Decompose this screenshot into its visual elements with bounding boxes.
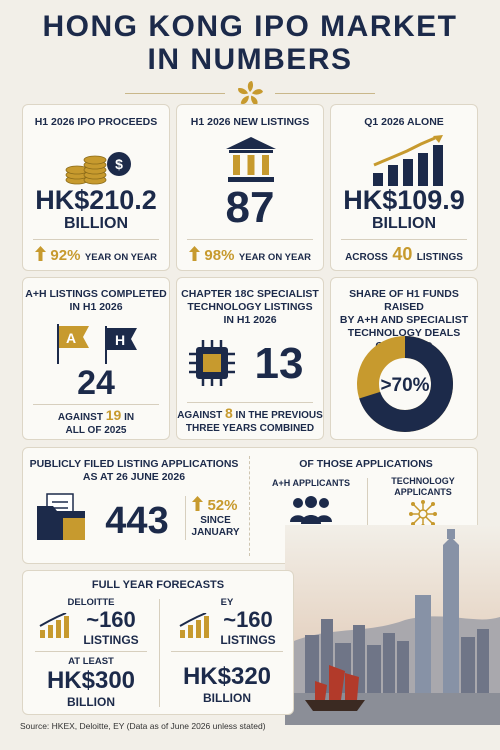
card3-across-num: 40 bbox=[392, 244, 413, 264]
source-note: Source: HKEX, Deloitte, EY (Data as of June 2026 unless stated) bbox=[20, 721, 266, 731]
card3-caption: Q1 2026 ALONE bbox=[364, 116, 444, 128]
card7-change-l2: JANUARY bbox=[191, 527, 240, 538]
card5-note-l2: THREE YEARS COMBINED bbox=[185, 423, 315, 434]
card4-caption-l2: IN H1 2026 bbox=[69, 301, 123, 313]
card4-value: 24 bbox=[77, 364, 115, 402]
card7-tech-label-l1: TECHNOLOGY bbox=[391, 476, 455, 486]
ey-listings-value: ~160 bbox=[223, 607, 273, 632]
card3-across bbox=[331, 244, 477, 265]
card7-caption-l2: AS AT 26 JUNE 2026 bbox=[82, 471, 186, 483]
flag-a-label: A bbox=[65, 330, 77, 346]
card1-change bbox=[23, 246, 169, 265]
card5-caption-l3: IN H1 2026 bbox=[223, 314, 277, 326]
ey-value: HK$320 bbox=[182, 663, 272, 690]
svg-text:$: $ bbox=[115, 156, 123, 172]
card7-change-l1: SINCE bbox=[200, 515, 231, 526]
bank-building-icon bbox=[226, 137, 276, 183]
card7-change-value: 52% bbox=[207, 497, 238, 514]
card6-caption-l2: BY A+H AND SPECIALIST bbox=[339, 314, 469, 326]
up-arrow-icon bbox=[35, 246, 46, 261]
card5-caption-l1: CHAPTER 18C SPECIALIST bbox=[181, 288, 319, 300]
card7-value: 443 bbox=[105, 500, 169, 542]
card2-change bbox=[177, 246, 323, 265]
card6-caption-l1: SHARE OF H1 FUNDS RAISED bbox=[349, 288, 459, 313]
up-arrow-icon bbox=[192, 496, 203, 511]
card4-divider bbox=[33, 404, 159, 405]
card7-ah-label: A+H APPLICANTS bbox=[272, 478, 350, 488]
deloitte-listings-label: LISTINGS bbox=[83, 633, 139, 647]
card5-note-post: IN THE PREVIOUS bbox=[235, 410, 323, 421]
card4-caption-l1: A+H LISTINGS COMPLETED bbox=[25, 288, 167, 300]
microchip-icon bbox=[187, 338, 237, 388]
card4-note-num: 19 bbox=[105, 407, 122, 423]
network-nodes-icon bbox=[408, 500, 438, 528]
card-funds-share bbox=[330, 277, 478, 440]
card1-caption: H1 2026 IPO PROCEEDS bbox=[34, 116, 158, 128]
title-line-2: IN NUMBERS bbox=[147, 43, 353, 76]
card5-value: 13 bbox=[254, 339, 304, 388]
card4-note bbox=[23, 409, 169, 437]
deloitte-divider bbox=[35, 651, 147, 652]
card1-change-value: 92% bbox=[50, 247, 81, 264]
ey-label: EY bbox=[220, 597, 234, 608]
up-arrow-icon bbox=[189, 246, 200, 261]
card3-value: HK$109.9 bbox=[343, 185, 465, 215]
card6-value: >70% bbox=[380, 375, 430, 396]
card5-caption-l2: TECHNOLOGY LISTINGS bbox=[187, 301, 313, 313]
card-ipo-proceeds bbox=[22, 104, 170, 271]
card7-caption bbox=[23, 458, 245, 484]
card3-unit: BILLION bbox=[372, 215, 436, 232]
card1-unit: BILLION bbox=[64, 215, 128, 232]
flag-h-label: H bbox=[114, 332, 126, 348]
card3-across-post: LISTINGS bbox=[416, 252, 463, 263]
card4-note-pre: AGAINST bbox=[57, 412, 103, 423]
deloitte-value: HK$300 bbox=[46, 667, 136, 694]
card3-divider bbox=[341, 239, 467, 240]
card5-note bbox=[177, 407, 323, 435]
folder-documents-icon bbox=[35, 492, 87, 542]
card2-value: 87 bbox=[225, 183, 275, 232]
title-rule-left bbox=[125, 93, 225, 94]
card8-caption: FULL YEAR FORECASTS bbox=[91, 579, 225, 591]
card7-divider bbox=[249, 456, 250, 556]
card7-change bbox=[185, 496, 245, 540]
card-18c-listings bbox=[176, 277, 324, 440]
deloitte-at-least: AT LEAST bbox=[68, 656, 114, 667]
card2-divider bbox=[187, 239, 313, 240]
deloitte-listings-value: ~160 bbox=[86, 607, 136, 632]
hong-kong-skyline-image bbox=[285, 525, 500, 725]
deloitte-unit: BILLION bbox=[67, 695, 115, 709]
card-ah-listings bbox=[22, 277, 170, 440]
card1-value: HK$210.2 bbox=[35, 185, 157, 215]
share-donut bbox=[355, 334, 455, 434]
ey-unit: BILLION bbox=[203, 691, 251, 705]
ey-listings-label: LISTINGS bbox=[220, 633, 276, 647]
card5-note-num: 8 bbox=[224, 405, 233, 421]
card6-caption-l3: TECHNOLOGY DEALS COMBINED bbox=[347, 327, 461, 352]
card5-divider bbox=[187, 402, 313, 403]
coins-stack-icon bbox=[65, 138, 133, 186]
title-line-1: HONG KONG IPO MARKET bbox=[42, 10, 458, 43]
card2-change-value: 98% bbox=[204, 247, 235, 264]
card3-across-pre: ACROSS bbox=[345, 252, 388, 263]
card7-of-those: OF THOSE APPLICATIONS bbox=[299, 458, 433, 470]
people-group-icon bbox=[289, 496, 333, 524]
deloitte-label: DELOITTE bbox=[67, 597, 115, 608]
ey-divider bbox=[171, 651, 283, 652]
card4-note-l2: ALL OF 2025 bbox=[65, 425, 127, 436]
growth-bar-chart-icon bbox=[371, 135, 443, 187]
card7-tech-label bbox=[367, 476, 479, 498]
card7-tech-label-l2: APPLICANTS bbox=[394, 487, 452, 497]
card7-caption-l1: PUBLICLY FILED LISTING APPLICATIONS bbox=[29, 458, 239, 470]
card1-change-label: YEAR ON YEAR bbox=[84, 252, 158, 263]
card-q1-alone bbox=[330, 104, 478, 271]
card-new-listings bbox=[176, 104, 324, 271]
page-title bbox=[0, 10, 500, 76]
card4-note-post: IN bbox=[124, 412, 135, 423]
card1-divider bbox=[33, 239, 159, 240]
card5-caption bbox=[177, 288, 323, 327]
card5-note-pre: AGAINST bbox=[177, 410, 223, 421]
card4-caption bbox=[23, 288, 169, 314]
card2-change-label: YEAR ON YEAR bbox=[238, 252, 312, 263]
title-rule-right bbox=[275, 93, 375, 94]
ah-flags-icon bbox=[55, 324, 141, 364]
card2-caption: H1 2026 NEW LISTINGS bbox=[190, 116, 310, 128]
card-forecasts bbox=[22, 570, 294, 715]
